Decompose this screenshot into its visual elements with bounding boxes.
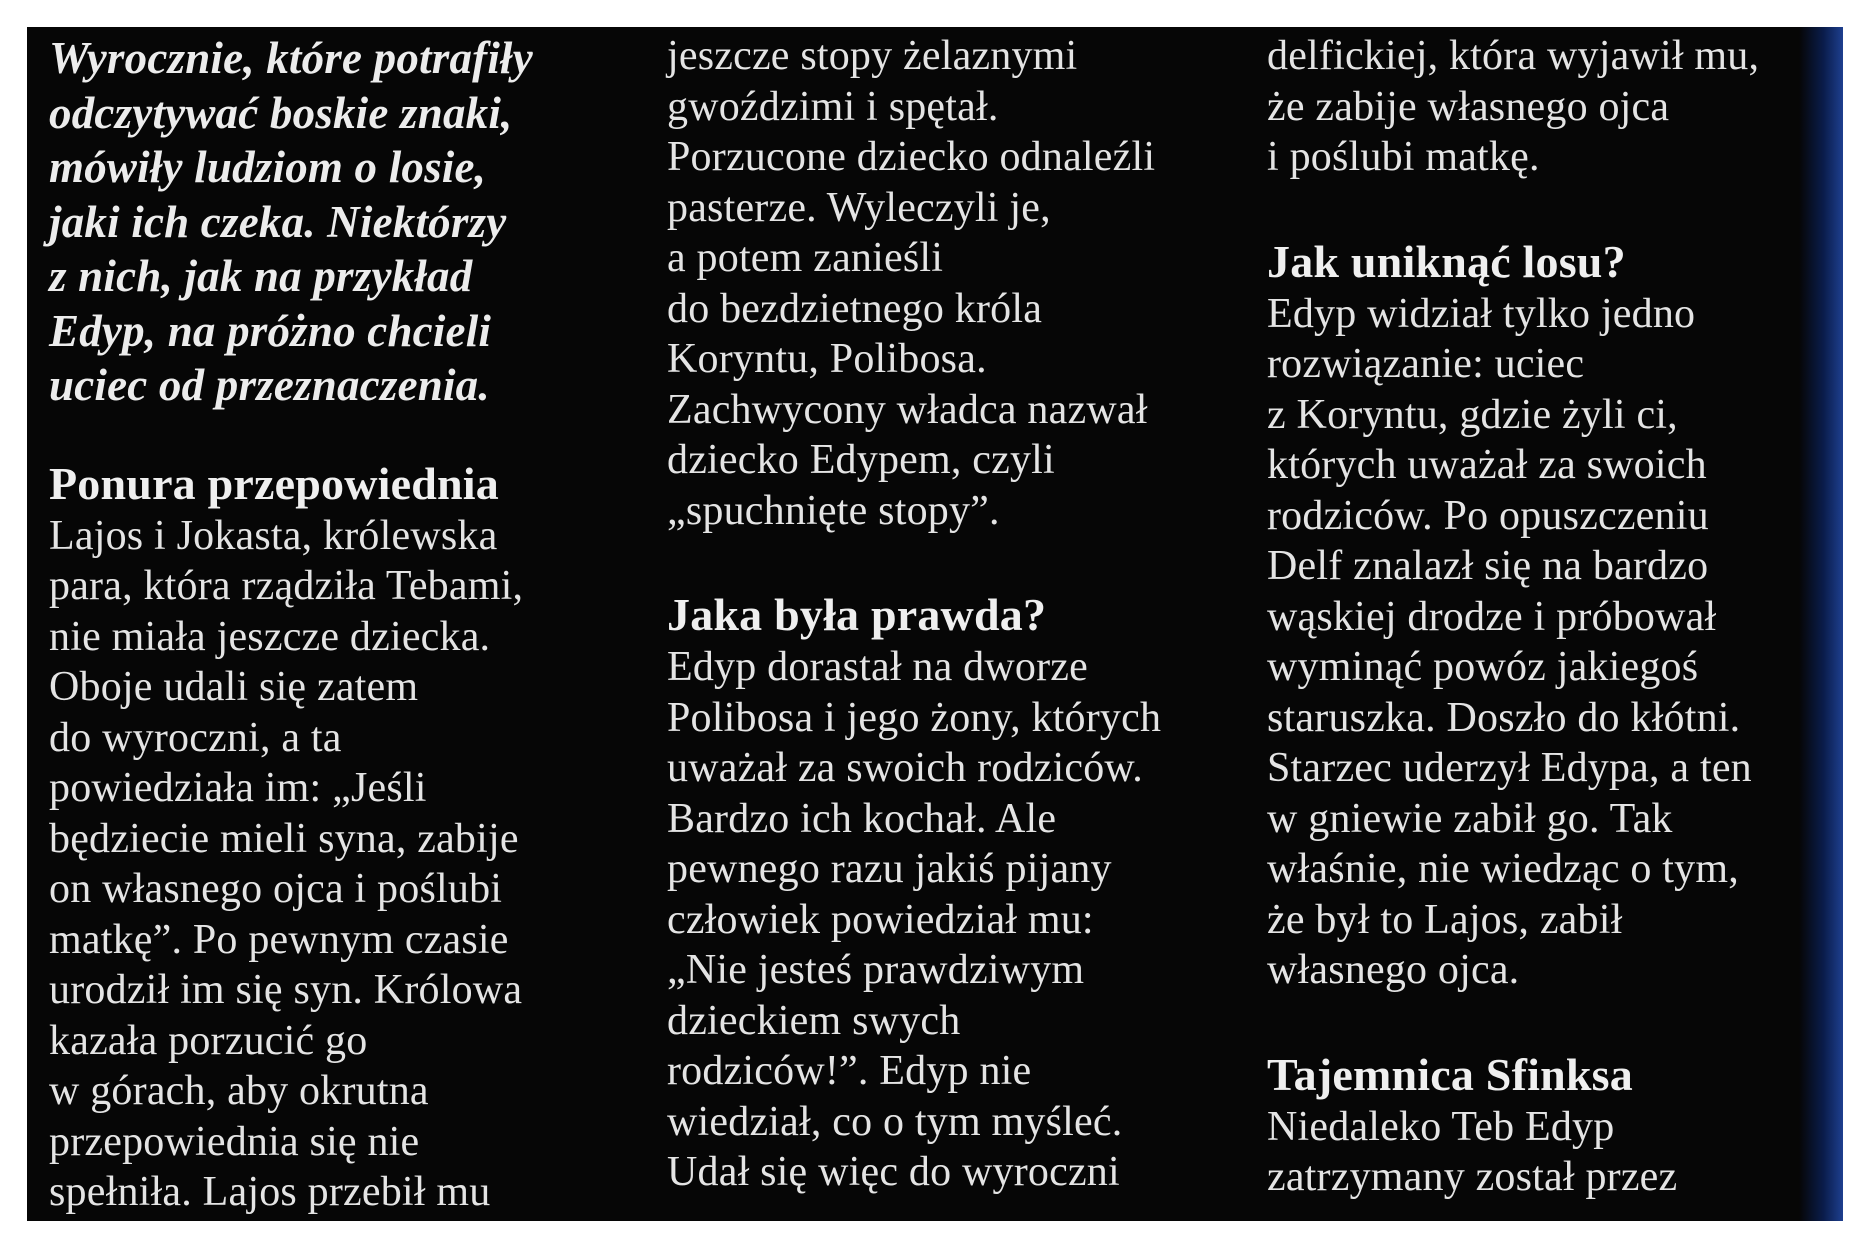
- text-line: do wyroczni, a ta: [49, 714, 342, 761]
- text-line: spełniła. Lajos przebił mu: [49, 1169, 491, 1215]
- section-gap: [49, 413, 649, 457]
- text-line: Starzec uderzył Edypa, a ten: [1267, 745, 1752, 791]
- lead-paragraph: [49, 31, 649, 413]
- text-line: Zachwycony władca nazwał: [667, 386, 1148, 433]
- text-line: przepowiednia się nie: [49, 1118, 420, 1165]
- text-line: „Nie jesteś prawdziwym: [667, 947, 1085, 993]
- text-line: rodziców. Po opuszczeniu: [1267, 492, 1709, 539]
- text-line: których uważał za swoich: [1267, 442, 1707, 488]
- column-3: [1267, 31, 1827, 1203]
- text-line: Udał się więc do wyroczni: [667, 1149, 1120, 1195]
- text-line: i poślubi matkę.: [1267, 134, 1540, 180]
- text-line: Delf znalazł się na bardzo: [1267, 543, 1709, 589]
- body-paragraph: [1267, 1102, 1827, 1203]
- body-paragraph: [667, 642, 1267, 1198]
- text-line: zatrzymany został przez: [1267, 1154, 1678, 1200]
- text-line: „spuchnięte stopy”.: [667, 487, 1000, 534]
- text-line: Porzucone dziecko odnaleźli: [667, 134, 1156, 180]
- text-line: Oboje udali się zatem: [49, 664, 419, 710]
- text-line: a potem zanieśli: [667, 235, 944, 281]
- text-line: będziecie mieli syna, zabije: [49, 815, 519, 862]
- lead-line: odczytywać boskie znaki,: [49, 87, 513, 138]
- text-line: Koryntu, Polibosa.: [667, 336, 987, 382]
- body-paragraph: [667, 31, 1267, 536]
- text-line: uważał za swoich rodziców.: [667, 745, 1143, 791]
- text-line: Edyp widział tylko jedno: [1267, 290, 1696, 337]
- text-line: do bezdzietnego króla: [667, 285, 1043, 332]
- text-line: Polibosa i jego żony, których: [667, 694, 1162, 741]
- text-line: matkę”. Po pewnym czasie: [49, 916, 509, 963]
- lead-line: uciec od przeznaczenia.: [49, 360, 490, 410]
- text-line: wyminąć powóz jakiegoś: [1267, 644, 1699, 690]
- text-line: że zabije własnego ojca: [1267, 83, 1670, 130]
- text-line: Bardzo ich kochał. Ale: [667, 795, 1057, 842]
- section-heading: Tajemnica Sfinksa: [1267, 1048, 1633, 1100]
- magazine-page: [27, 27, 1843, 1221]
- text-line: pasterze. Wyleczyli je,: [667, 184, 1051, 231]
- text-line: w gniewie zabił go. Tak: [1267, 795, 1673, 842]
- section-heading: Jaka była prawda?: [667, 589, 1047, 640]
- lead-line: z nich, jak na przykład: [49, 251, 473, 301]
- text-line: nie miała jeszcze dziecka.: [49, 613, 491, 660]
- body-paragraph: [1267, 31, 1827, 183]
- text-line: wąskiej drodze i próbował: [1267, 593, 1717, 640]
- text-line: urodził im się syn. Królowa: [49, 967, 523, 1013]
- text-line: para, która rządziła Tebami,: [49, 563, 524, 609]
- text-line: rozwiązanie: uciec: [1267, 341, 1585, 387]
- text-line: Edyp dorastał na dworze: [667, 644, 1088, 690]
- text-line: powiedziała im: „Jeśli: [49, 765, 427, 811]
- lead-line: Edyp, na próżno chcieli: [49, 305, 492, 356]
- text-line: rodziców!”. Edyp nie: [667, 1048, 1032, 1094]
- text-line: jeszcze stopy żelaznymi: [667, 33, 1078, 79]
- section-heading: Jak uniknąć losu?: [1267, 235, 1626, 287]
- lead-line: mówiły ludziom o losie,: [49, 142, 487, 192]
- section-heading: Ponura przepowiednia: [49, 457, 499, 509]
- text-line: dziecko Edypem, czyli: [667, 437, 1055, 483]
- text-line: że był to Lajos, zabił: [1267, 896, 1623, 943]
- text-line: delfickiej, która wyjawił mu,: [1267, 33, 1760, 79]
- body-paragraph: [49, 511, 649, 1218]
- text-line: Lajos i Jokasta, królewska: [49, 512, 498, 559]
- text-line: kazała porzucić go: [49, 1017, 368, 1064]
- body-paragraph: [1267, 289, 1827, 996]
- text-line: dzieckiem swych: [667, 997, 961, 1044]
- text-line: Niedaleko Teb Edyp: [1267, 1103, 1615, 1150]
- text-line: staruszka. Doszło do kłótni.: [1267, 694, 1741, 741]
- text-line: właśnie, nie wiedząc o tym,: [1267, 846, 1739, 892]
- text-line: pewnego razu jakiś pijany: [667, 846, 1112, 892]
- text-line: wiedział, co o tym myśleć.: [667, 1098, 1123, 1145]
- text-line: własnego ojca.: [1267, 947, 1520, 993]
- lead-line: Wyrocznie, które potrafiły: [49, 33, 533, 83]
- lead-line: jaki ich czeka. Niektórzy: [49, 196, 507, 247]
- text-line: w górach, aby okrutna: [49, 1068, 429, 1114]
- section-gap: [667, 536, 1267, 588]
- section-gap: [1267, 183, 1827, 235]
- column-1: [49, 31, 649, 1218]
- column-2: [667, 31, 1267, 1198]
- text-line: człowiek powiedział mu:: [667, 896, 1094, 943]
- section-gap: [1267, 996, 1827, 1048]
- text-line: z Koryntu, gdzie żyli ci,: [1267, 391, 1678, 438]
- text-line: gwoździmi i spętał.: [667, 83, 999, 130]
- text-line: on własnego ojca i poślubi: [49, 866, 503, 912]
